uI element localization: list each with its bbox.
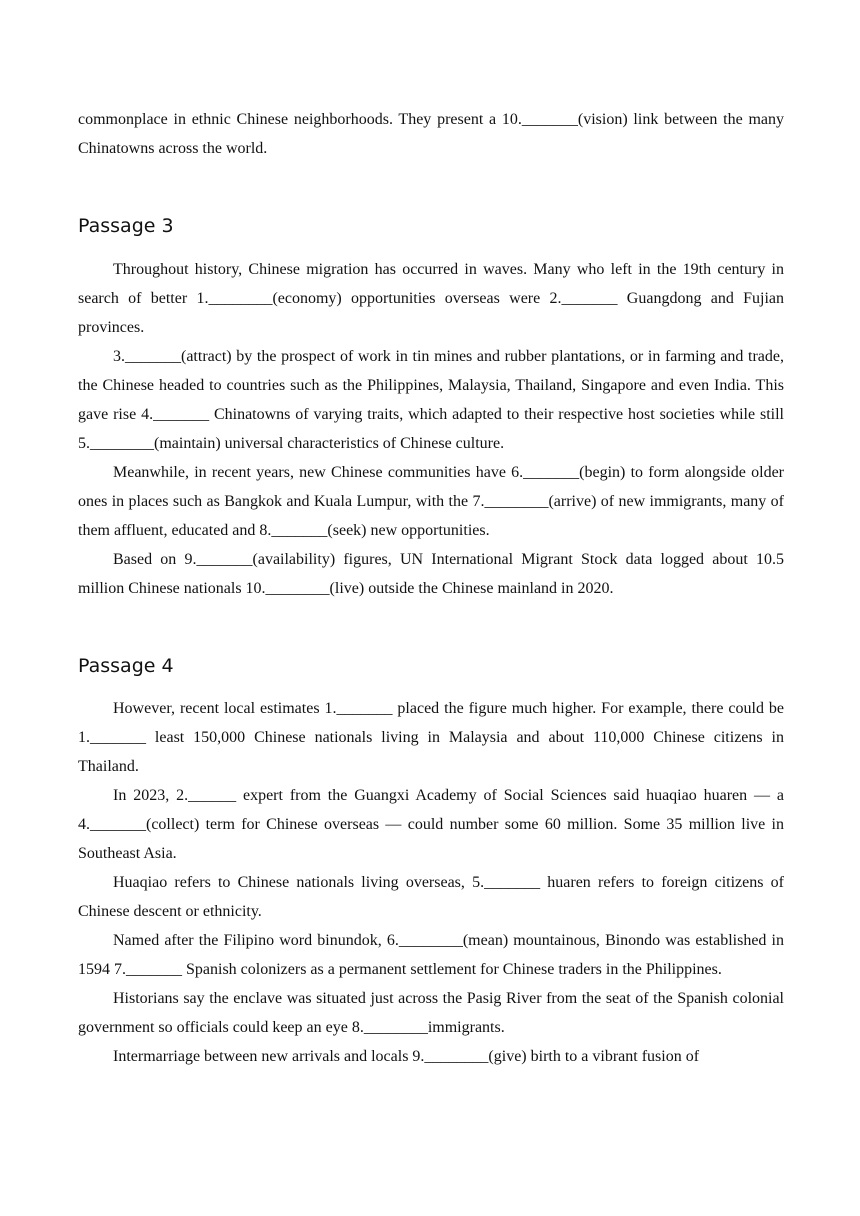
passage-3-paragraph-4: Based on 9._______(availability) figures, UN International Migrant Stock data logged about 10.5 million Chinese nationals 10.________(live) outside the Chinese mainland in 2020. [78,551,784,597]
document-page [78,105,784,1071]
passage-4-paragraph-6: Intermarriage between new arrivals and locals 9.________(give) birth to a vibrant fusion of [113,1048,700,1065]
passage-4-paragraph-2: In 2023, 2.______ expert from the Guangxi Academy of Social Sciences said huaqiao huaren — a 4._______(collect) term for Chinese overseas — could number some 60 million. Some 35 million live in Southeast Asia. [78,787,784,862]
passage-4-body [78,694,784,1071]
passage-4-paragraph-1: However, recent local estimates 1._______ placed the figure much higher. For example, there could be 1._______ least 150,000 Chinese nationals living in Malaysia and about 110,000 Chinese citizens in Thailand. [78,700,784,775]
passage-3-paragraph-3: Meanwhile, in recent years, new Chinese communities have 6._______(begin) to form alongside older ones in places such as Bangkok and Kuala Lumpur, with the 7.________(arrive) of new immigrants, many of them affluent, educated and 8._______(seek) new opportunities. [78,464,784,539]
passage-4-paragraph-3: Huaqiao refers to Chinese nationals living overseas, 5._______ huaren refers to foreign citizens of Chinese descent or ethnicity. [78,874,784,920]
passage-3-paragraph-1: Throughout history, Chinese migration has occurred in waves. Many who left in the 19th century in search of better 1.________(economy) opportunities overseas were 2._______ Guangdong and Fujian provinces. [78,261,784,336]
passage-3-heading: Passage 3 [78,215,174,237]
passage-4-paragraph-5: Historians say the enclave was situated just across the Pasig River from the seat of the Spanish colonial government so officials could keep an eye 8.________immigrants. [78,990,784,1036]
passage-3-body [78,255,784,603]
passage-4-heading: Passage 4 [78,655,174,677]
continuation-paragraph: commonplace in ethnic Chinese neighborhoods. They present a 10._______(vision) link between the many Chinatowns across the world. [78,111,784,157]
passage-3-paragraph-2: 3._______(attract) by the prospect of work in tin mines and rubber plantations, or in farming and trade, the Chinese headed to countries such as the Philippines, Malaysia, Thailand, Singapore and even India. This gave rise 4._______ Chinatowns of varying traits, which adapted to their respective host societies while still 5.________(maintain) universal characteristics of Chinese culture. [78,348,784,452]
passage-4-paragraph-4: Named after the Filipino word binundok, 6.________(mean) mountainous, Binondo was established in 1594 7._______ Spanish colonizers as a permanent settlement for Chinese traders in the Philippines. [78,932,784,978]
